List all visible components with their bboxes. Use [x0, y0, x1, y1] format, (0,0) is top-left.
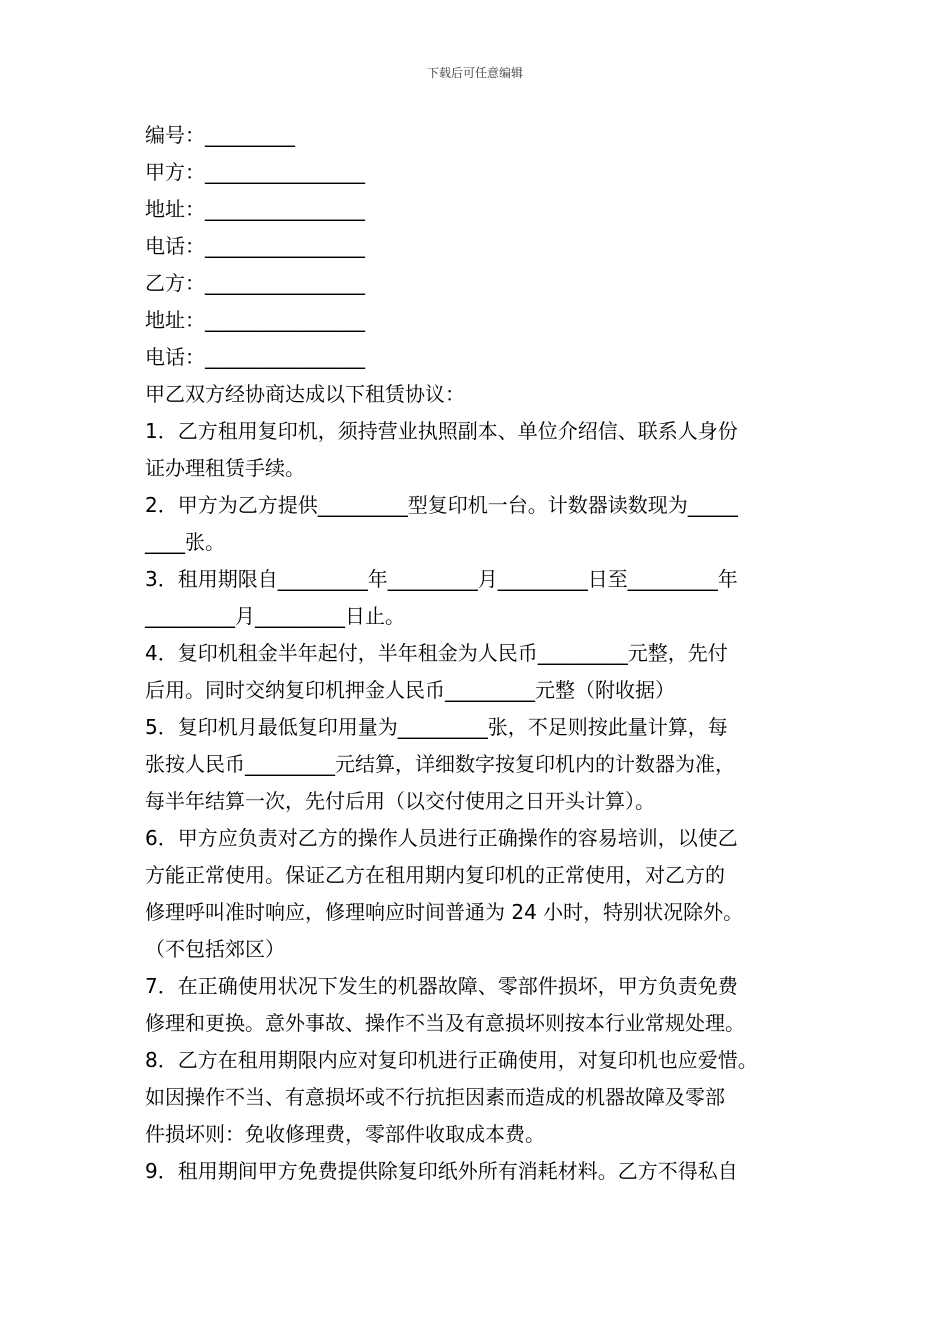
field-party-b-phone: 电话：________________ — [145, 345, 365, 369]
clause-7-line-1: 7．在正确使用状况下发生的机器故障、零部件损坏，甲方负责免费 — [145, 974, 738, 998]
clause-1-line-2: 证办理租赁手续。 — [145, 456, 305, 480]
clause-8-line-3: 件损坏则：免收修理费，零部件收取成本费。 — [145, 1122, 545, 1146]
field-party-b: 乙方：________________ — [145, 271, 365, 295]
clause-3-line-2: _________月_________日止。 — [145, 604, 405, 628]
page-header: 下载后可任意编辑 — [426, 66, 523, 80]
clause-6-line-1: 6．甲方应负责对乙方的操作人员进行正确操作的容易培训，以使乙 — [145, 826, 738, 850]
clause-5-line-3: 每半年结算一次，先付后用（以交付使用之日开头计算）。 — [145, 789, 655, 813]
clause-5-line-2: 张按人民币_________元结算，详细数字按复印机内的计数器为准， — [145, 752, 735, 776]
clause-5-line-1: 5．复印机月最低复印用量为_________张，不足则按此量计算，每 — [145, 715, 728, 739]
clause-6-line-3: 修理呼叫准时响应，修理响应时间普通为 24 小时，特别状况除外。 — [145, 900, 744, 924]
clause-4-line-2: 后用。同时交纳复印机押金人民币_________元整（附收据） — [145, 678, 675, 702]
contract-body — [145, 117, 825, 1190]
clause-6-line-2: 方能正常使用。保证乙方在租用期内复印机的正常使用，对乙方的 — [145, 863, 725, 887]
agreement-intro: 甲乙双方经协商达成以下租赁协议： — [145, 382, 465, 406]
field-party-a-phone: 电话：________________ — [145, 234, 365, 258]
clause-7-line-2: 修理和更换。意外事故、操作不当及有意损坏则按本行业常规处理。 — [145, 1011, 745, 1035]
clause-4-line-1: 4．复印机租金半年起付，半年租金为人民币_________元整，先付 — [145, 641, 728, 665]
clause-8-line-1: 8．乙方在租用期限内应对复印机进行正确使用，对复印机也应爱惜。 — [145, 1048, 758, 1072]
field-contract-number: 编号：_________ — [145, 123, 295, 147]
clause-2-line-2: ____张。 — [145, 530, 225, 554]
field-party-a-address: 地址：________________ — [145, 197, 365, 221]
clause-2-line-1: 2．甲方为乙方提供_________型复印机一台。计数器读数现为_____ — [145, 493, 738, 517]
clause-3-line-1: 3．租用期限自_________年_________月_________日至_________年 — [145, 567, 738, 591]
clause-9-line-1: 9．租用期间甲方免费提供除复印纸外所有消耗材料。乙方不得私自 — [145, 1159, 738, 1183]
field-party-b-address: 地址：________________ — [145, 308, 365, 332]
field-party-a: 甲方：________________ — [145, 160, 365, 184]
clause-6-line-4: （不包括郊区） — [145, 937, 285, 961]
clause-1-line-1: 1．乙方租用复印机，须持营业执照副本、单位介绍信、联系人身份 — [145, 419, 738, 443]
clause-8-line-2: 如因操作不当、有意损坏或不行抗拒因素而造成的机器故障及零部 — [145, 1085, 725, 1109]
